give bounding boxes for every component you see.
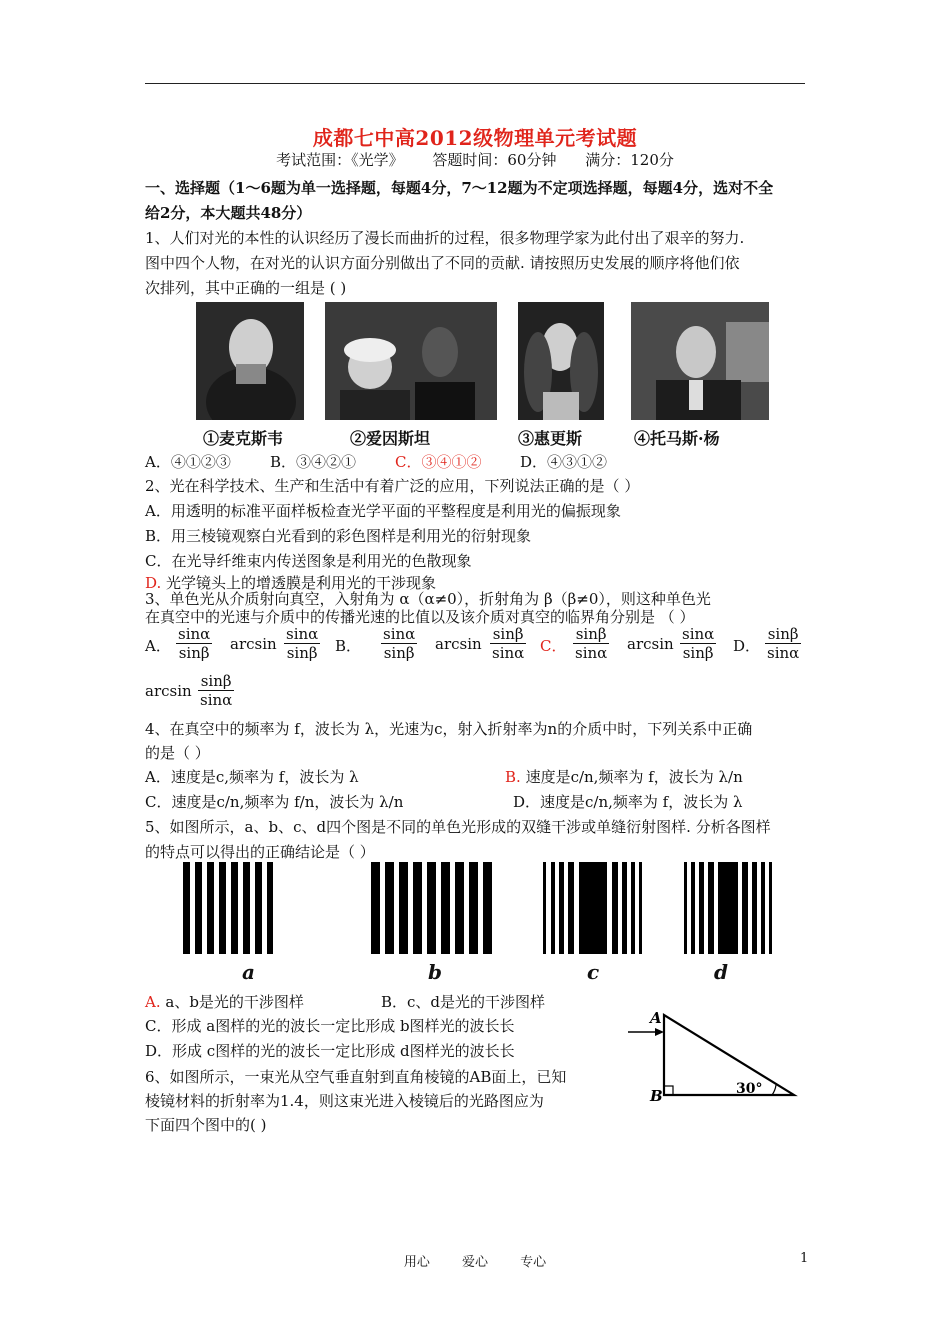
pattern-d xyxy=(684,862,772,954)
q6-stem: 6、如图所示，一束光从空气垂直射到直角棱镜的AB面上，已知 xyxy=(145,1068,567,1086)
denominator: sinβ xyxy=(178,644,210,662)
q3-arcsin: arcsin xyxy=(435,635,482,653)
denominator: sinα xyxy=(200,691,233,709)
numerator: sinβ xyxy=(765,625,801,644)
caption-young: ④托马斯·杨 xyxy=(634,429,720,448)
denominator: sinβ xyxy=(383,644,415,662)
q3-stem-2: 在真空中的光速与介质中的传播光速的比值以及该介质对真空的临界角分别是 （ ） xyxy=(145,608,695,626)
q3-arcsin: arcsin xyxy=(230,635,277,653)
vertex-a-label: A xyxy=(650,1009,662,1027)
q3-frac xyxy=(490,625,526,662)
portrait-einstein xyxy=(325,302,497,420)
header-rule xyxy=(145,83,805,84)
q2-option-d: D. 光学镜头上的增透膜是利用光的干涉现象 xyxy=(145,574,437,592)
q1-option-c: C．③④①② xyxy=(395,453,482,471)
q3-frac xyxy=(765,625,801,662)
denominator: sinα xyxy=(492,644,525,662)
pattern-label-d: d xyxy=(714,960,728,984)
caption-einstein: ②爱因斯坦 xyxy=(350,429,431,448)
footer-word-1: 用心 xyxy=(403,1255,430,1270)
q5-stem-2: 的特点可以得出的正确结论是（ ） xyxy=(145,843,375,861)
q3-option-b-letter: B． xyxy=(335,637,362,655)
q1-option-b: B．③④②① xyxy=(270,453,357,471)
q3-frac xyxy=(381,625,417,662)
denominator: sinα xyxy=(575,644,608,662)
denominator: sinα xyxy=(767,644,800,662)
q1-stem: 1、人们对光的本性的认识经历了漫长而曲折的过程，很多物理学家为此付出了艰辛的努力. xyxy=(145,229,745,247)
q3-arcsin: arcsin xyxy=(145,682,192,700)
caption-huygens: ③惠更斯 xyxy=(518,429,583,448)
q4-option-b-text: 速度是c/n,频率为 f，波长为 λ/n xyxy=(520,768,743,786)
angle-label: 30° xyxy=(736,1081,763,1097)
section-heading-cont: 给2分，本大题共48分） xyxy=(145,204,312,222)
q3-arcsin: arcsin xyxy=(627,635,674,653)
q3-frac xyxy=(573,625,609,662)
q5-option-a-text: a、b是光的干涉图样 xyxy=(160,993,304,1011)
q1-option-a: A．④①②③ xyxy=(145,453,231,471)
q3-frac xyxy=(176,625,212,662)
caption-maxwell: ①麦克斯韦 xyxy=(203,429,284,448)
exam-info xyxy=(0,149,950,170)
q2-option-d-text: 光学镜头上的增透膜是利用光的干涉现象 xyxy=(161,574,437,592)
q5-option-d: D．形成 c图样的光的波长一定比形成 d图样光的波长长 xyxy=(145,1042,515,1060)
q4-option-b: B. 速度是c/n,频率为 f，波长为 λ/n xyxy=(505,768,743,786)
page-number: 1 xyxy=(800,1251,809,1266)
numerator: sinα xyxy=(682,625,715,643)
q3-frac xyxy=(284,625,320,662)
vertex-b-label: B xyxy=(650,1087,663,1105)
q2-option-b: B．用三棱镜观察白光看到的彩色图样是利用光的衍射现象 xyxy=(145,527,532,545)
q4-stem-2: 的是（ ） xyxy=(145,744,210,762)
footer-word-2: 爱心 xyxy=(461,1255,488,1270)
numerator: sinα xyxy=(178,625,211,643)
pattern-label-b: b xyxy=(428,960,442,984)
denominator: sinβ xyxy=(286,644,318,662)
exam-scope: 考试范围：《光学》 xyxy=(276,151,404,169)
q4-option-d: D．速度是c/n,频率为 f，波长为 λ xyxy=(513,793,743,811)
q3-option-d-letter: D． xyxy=(733,637,761,655)
pattern-label-a: a xyxy=(242,960,255,984)
prism-diagram xyxy=(616,1005,802,1110)
q4-option-a: A．速度是c,频率为 f，波长为 λ xyxy=(145,768,359,786)
portrait-maxwell xyxy=(196,302,304,420)
q2-stem: 2、光在科学技术、生产和生活中有着广泛的应用，下列说法正确的是（ ） xyxy=(145,477,640,495)
exam-time: 答题时间：60分钟 xyxy=(432,151,557,169)
q6-stem-3: 下面四个图中的( ) xyxy=(145,1116,267,1134)
pattern-c xyxy=(543,862,643,954)
q5-option-c: C．形成 a图样的光的波长一定比形成 b图样光的波长长 xyxy=(145,1017,515,1035)
portrait-young xyxy=(631,302,769,420)
q4-option-c: C．速度是c/n,频率为 f/n，波长为 λ/n xyxy=(145,793,404,811)
q3-option-c-letter: C． xyxy=(540,637,567,655)
footer-word-3: 专心 xyxy=(520,1255,547,1270)
q1-stem-3: 次排列，其中正确的一组是 ( ) xyxy=(145,279,347,297)
portrait-huygens xyxy=(518,302,604,420)
numerator: sinα xyxy=(383,625,416,643)
denominator: sinβ xyxy=(682,644,714,662)
q2-option-c: C．在光导纤维束内传送图象是利用光的色散现象 xyxy=(145,552,472,570)
q5-stem: 5、如图所示，a、b、c、d四个图是不同的单色光形成的双缝干涉或单缝衍射图样. 分析各图样 xyxy=(145,818,771,836)
q3-stem: 3、单色光从介质射向真空，入射角为 α（α≠0），折射角为 β（β≠0），则这种单色光 xyxy=(145,590,711,608)
numerator: sinβ xyxy=(198,672,234,691)
numerator: sinα xyxy=(286,625,319,643)
q2-option-a: A．用透明的标准平面样板检查光学平面的平整程度是利用光的偏振现象 xyxy=(145,502,621,520)
section-heading: 一、选择题（1～6题为单一选择题，每题4分，7～12题为不定项选择题，每题4分，选对不全 xyxy=(145,179,774,197)
q5-option-a: A. a、b是光的干涉图样 xyxy=(145,993,304,1011)
q4-stem: 4、在真空中的频率为 f，波长为 λ，光速为c，射入折射率为n的介质中时，下列关系中正确 xyxy=(145,720,753,738)
q6-stem-2: 棱镜材料的折射率为1.4，则这束光进入棱镜后的光路图应为 xyxy=(145,1092,544,1110)
numerator: sinβ xyxy=(490,625,526,644)
pattern-label-c: c xyxy=(587,960,600,984)
pattern-b xyxy=(371,862,496,954)
q1-stem-2: 图中四个人物，在对光的认识方面分别做出了不同的贡献. 请按照历史发展的顺序将他们依 xyxy=(145,254,740,272)
numerator: sinβ xyxy=(573,625,609,644)
q3-option-a-letter: A． xyxy=(145,637,171,655)
pattern-a xyxy=(183,862,273,954)
exam-score: 满分：120分 xyxy=(585,151,674,169)
q1-option-d: D．④③①② xyxy=(520,453,608,471)
q3-frac xyxy=(198,672,234,709)
q5-option-b: B．c、d是光的干涉图样 xyxy=(381,993,546,1011)
q3-frac xyxy=(680,625,716,662)
page-title: 成都七中高2012级物理单元考试题 xyxy=(312,126,638,150)
